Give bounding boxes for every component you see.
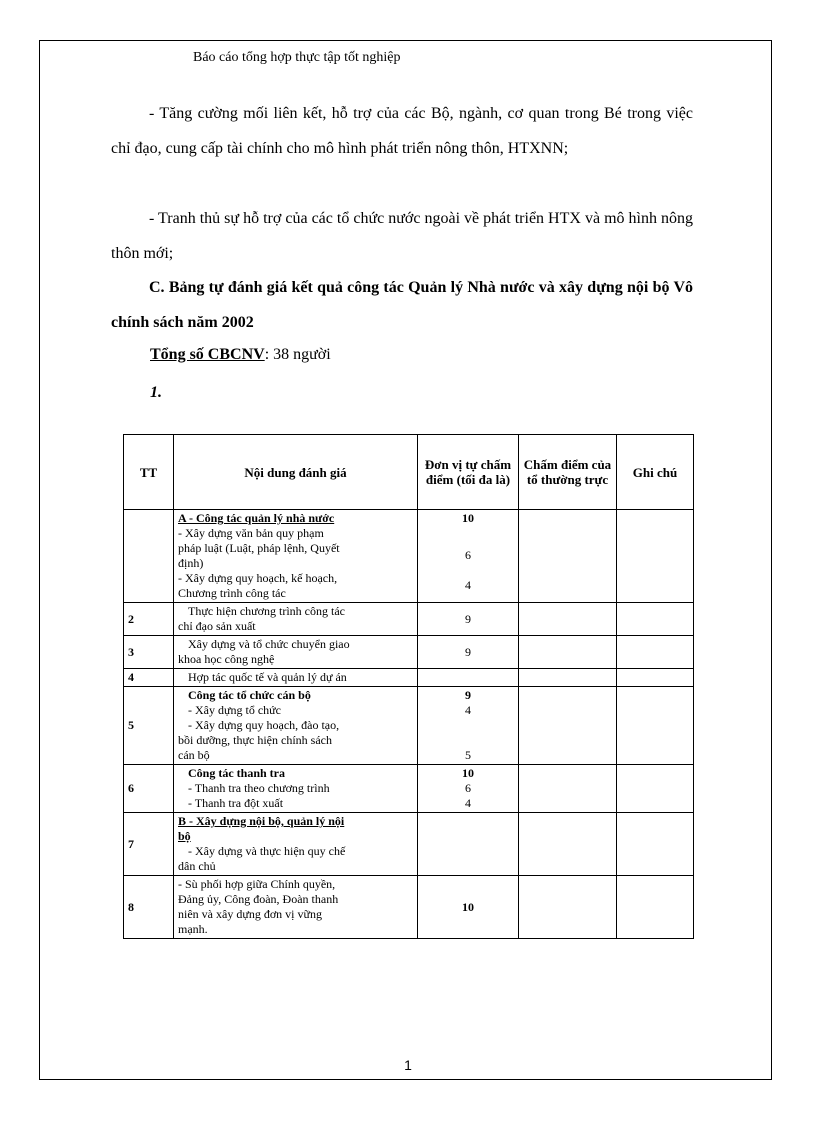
score-value: 4 <box>465 578 471 592</box>
evaluation-table <box>123 434 694 939</box>
row-note <box>617 876 694 939</box>
table-row <box>124 510 694 603</box>
row-note <box>617 510 694 603</box>
row-note <box>617 636 694 669</box>
row-line: mạnh. <box>178 922 208 936</box>
header-note: Ghi chú <box>617 435 694 510</box>
score-value: 6 <box>465 548 471 562</box>
row-line: - Thanh tra đột xuất <box>188 796 284 810</box>
section-b-title: B - Xây dựng nội bộ, quản lý nội <box>178 814 345 828</box>
row-tt: 6 <box>124 765 174 813</box>
score-value: 10 <box>462 511 474 525</box>
row-line: Thực hiện chương trình công tác <box>188 604 345 618</box>
row-content <box>174 603 418 636</box>
table-header-row <box>124 435 694 510</box>
row-line: Công tác tổ chức cán bộ <box>188 688 311 702</box>
row-line: niên và xây dựng đơn vị vững <box>178 907 322 921</box>
paragraph-support-ministries: - Tăng cường mối liên kết, hỗ trợ của các Bộ, ngành, cơ quan trong Bé trong việc chỉ đạo, cung cấp tài chính cho mô hình phát triển nông thôn, HTXNN; <box>111 105 693 157</box>
row-content <box>174 636 418 669</box>
row-line: pháp luật (Luật, pháp lệnh, Quyết <box>178 541 340 555</box>
row-content <box>174 876 418 939</box>
header-tt: TT <box>124 435 174 510</box>
row-self-score <box>418 813 519 876</box>
row-line: - Sù phối hợp giữa Chính quyền, <box>178 877 336 891</box>
row-tt: 8 <box>124 876 174 939</box>
row-standing-score <box>519 603 617 636</box>
table-row <box>124 687 694 765</box>
paragraph-foreign-support: - Tranh thủ sự hỗ trợ của các tổ chức nước ngoài về phát triển HTX và mô hình nông thôn mới; <box>111 210 693 262</box>
header-standing-score: Chấm điểm của tổ thường trực <box>519 435 617 510</box>
row-content <box>174 510 418 603</box>
row-content <box>174 687 418 765</box>
row-line: - Xây dựng quy hoạch, đào tạo, <box>188 718 340 732</box>
row-note <box>617 813 694 876</box>
header-content: Nội dung đánh giá <box>174 435 418 510</box>
row-self-score <box>418 669 519 687</box>
item-number: 1. <box>150 384 162 401</box>
total-staff-value: : 38 người <box>264 346 331 363</box>
row-standing-score <box>519 687 617 765</box>
row-standing-score <box>519 510 617 603</box>
row-self-score <box>418 765 519 813</box>
score-value: 6 <box>465 781 471 795</box>
score-value: 5 <box>465 748 471 762</box>
row-line: dân chủ <box>178 859 216 873</box>
row-self-score: 9 <box>418 603 519 636</box>
section-heading-c: C. Bảng tự đánh giá kết quả công tác Quản lý Nhà nước và xây dựng nội bộ Vô chính sách năm 2002 <box>111 279 693 331</box>
total-staff-label: Tổng số CBCNV <box>150 346 265 363</box>
row-self-score <box>418 687 519 765</box>
section-a-title: A - Công tác quản lý nhà nước <box>178 511 335 525</box>
row-line: cán bộ <box>178 748 210 762</box>
row-tt: 3 <box>124 636 174 669</box>
row-content <box>174 813 418 876</box>
row-line: định) <box>178 556 204 570</box>
row-line: - Xây dựng văn bản quy phạm <box>178 526 324 540</box>
table-row <box>124 765 694 813</box>
score-value: 9 <box>465 688 471 702</box>
row-note <box>617 603 694 636</box>
table-row <box>124 603 694 636</box>
row-tt: 5 <box>124 687 174 765</box>
row-standing-score <box>519 765 617 813</box>
row-tt: 4 <box>124 669 174 687</box>
row-line: Xây dựng và tổ chức chuyển giao <box>188 637 350 651</box>
row-self-score: 10 <box>418 876 519 939</box>
row-note <box>617 765 694 813</box>
row-content <box>174 765 418 813</box>
row-tt: 2 <box>124 603 174 636</box>
table-row <box>124 813 694 876</box>
row-line: khoa học công nghệ <box>178 652 275 666</box>
table-row <box>124 876 694 939</box>
score-value: 10 <box>462 766 474 780</box>
row-line: Chương trình công tác <box>178 586 286 600</box>
table-row <box>124 669 694 687</box>
row-standing-score <box>519 669 617 687</box>
row-self-score: 9 <box>418 636 519 669</box>
table-row <box>124 636 694 669</box>
row-standing-score <box>519 636 617 669</box>
page-header: Báo cáo tổng hợp thực tập tốt nghiệp <box>193 50 401 65</box>
row-line: Công tác thanh tra <box>188 766 286 780</box>
row-line: - Xây dựng và thực hiện quy chế <box>188 844 346 858</box>
row-line: bồi dưỡng, thực hiện chính sách <box>178 733 332 747</box>
row-content <box>174 669 418 687</box>
row-tt <box>124 510 174 603</box>
score-value: 4 <box>465 703 471 717</box>
header-self-score: Đơn vị tự chấm điểm (tối đa là) <box>418 435 519 510</box>
total-staff <box>150 346 331 364</box>
page-number: 1 <box>404 1057 412 1073</box>
row-note <box>617 669 694 687</box>
row-line: Đảng ủy, Công đoàn, Đoàn thanh <box>178 892 339 906</box>
row-note <box>617 687 694 765</box>
row-line: chỉ đạo sản xuất <box>178 619 256 633</box>
row-line: Hợp tác quốc tế và quản lý dự án <box>188 670 347 684</box>
row-line: - Xây dựng tổ chức <box>188 703 281 717</box>
row-standing-score <box>519 876 617 939</box>
row-line: - Thanh tra theo chương trình <box>188 781 330 795</box>
row-line: - Xây dựng quy hoạch, kế hoạch, <box>178 571 338 585</box>
row-tt: 7 <box>124 813 174 876</box>
score-value: 4 <box>465 796 471 810</box>
row-standing-score <box>519 813 617 876</box>
section-b-title-cont: bộ <box>178 829 191 843</box>
row-self-score <box>418 510 519 603</box>
